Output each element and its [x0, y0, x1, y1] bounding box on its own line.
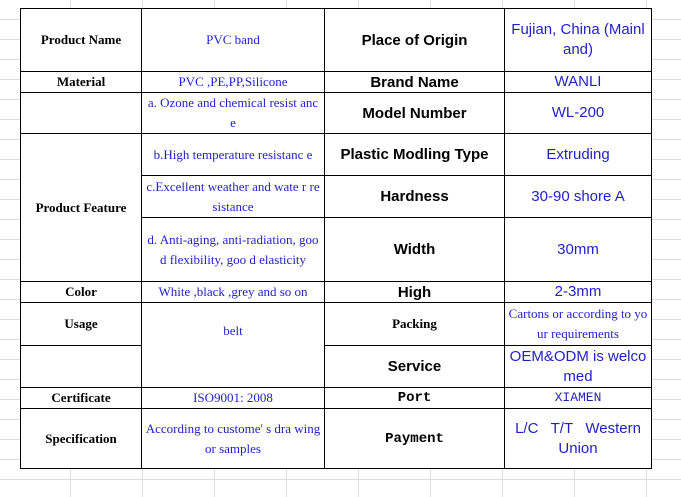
width-value[interactable]: 30mm [505, 218, 652, 282]
high-label[interactable]: High [325, 282, 505, 303]
width-label[interactable]: Width [325, 218, 505, 282]
certificate-label[interactable]: Certificate [21, 388, 142, 409]
product-name-label[interactable]: Product Name [21, 9, 142, 72]
packing-value[interactable]: Cartons or according to your requirements [505, 303, 652, 346]
color-label[interactable]: Color [21, 282, 142, 303]
table-row [21, 72, 652, 93]
brand-label[interactable]: Brand Name [325, 72, 505, 93]
table-row [21, 388, 652, 409]
spec-value[interactable]: According to custome' s dra wing or samples [142, 409, 325, 469]
origin-value[interactable]: Fujian, China (Mainland) [505, 9, 652, 72]
feature-label[interactable]: Product Feature [21, 134, 142, 282]
hardness-label[interactable]: Hardness [325, 176, 505, 218]
origin-label[interactable]: Place of Origin [325, 9, 505, 72]
high-value[interactable]: 2-3mm [505, 282, 652, 303]
molding-label[interactable]: Plastic Modling Type [325, 134, 505, 176]
spec-label[interactable]: Specification [21, 409, 142, 469]
material-value[interactable]: PVC ,PE,PP,Silicone [142, 72, 325, 93]
table-row [21, 93, 652, 134]
product-name-value[interactable]: PVC band [142, 9, 325, 72]
table-row [21, 9, 652, 72]
usage-label[interactable]: Usage [21, 303, 142, 346]
packing-label[interactable]: Packing [325, 303, 505, 346]
model-value[interactable]: WL-200 [505, 93, 652, 134]
empty-cell[interactable] [21, 93, 142, 134]
molding-value[interactable]: Extruding [505, 134, 652, 176]
table-row [21, 303, 652, 346]
port-value[interactable]: XIAMEN [505, 388, 652, 409]
hardness-value[interactable]: 30-90 shore A [505, 176, 652, 218]
usage-value[interactable]: belt [142, 303, 325, 388]
table-row [21, 346, 652, 388]
feature-c-value[interactable]: c.Excellent weather and wate r resistance [142, 176, 325, 218]
material-label[interactable]: Material [21, 72, 142, 93]
table-row [21, 134, 652, 176]
model-label[interactable]: Model Number [325, 93, 505, 134]
service-value[interactable]: OEM&ODM is welcomed [505, 346, 652, 388]
color-value[interactable]: White ,black ,grey and so on [142, 282, 325, 303]
table-row [21, 282, 652, 303]
feature-b-value[interactable]: b.High temperature resistanc e [142, 134, 325, 176]
feature-a-value[interactable]: a. Ozone and chemical resist ance [142, 93, 325, 134]
certificate-value[interactable]: ISO9001: 2008 [142, 388, 325, 409]
table-row [21, 409, 652, 469]
payment-value[interactable]: L/C T/T Western Union [505, 409, 652, 469]
spec-table [20, 8, 652, 469]
empty-cell[interactable] [21, 346, 142, 388]
feature-d-value[interactable]: d. Anti-aging, anti-radiation, good flexibility, goo d elasticity [142, 218, 325, 282]
service-label[interactable]: Service [325, 346, 505, 388]
payment-label[interactable]: Payment [325, 409, 505, 469]
brand-value[interactable]: WANLI [505, 72, 652, 93]
port-label[interactable]: Port [325, 388, 505, 409]
